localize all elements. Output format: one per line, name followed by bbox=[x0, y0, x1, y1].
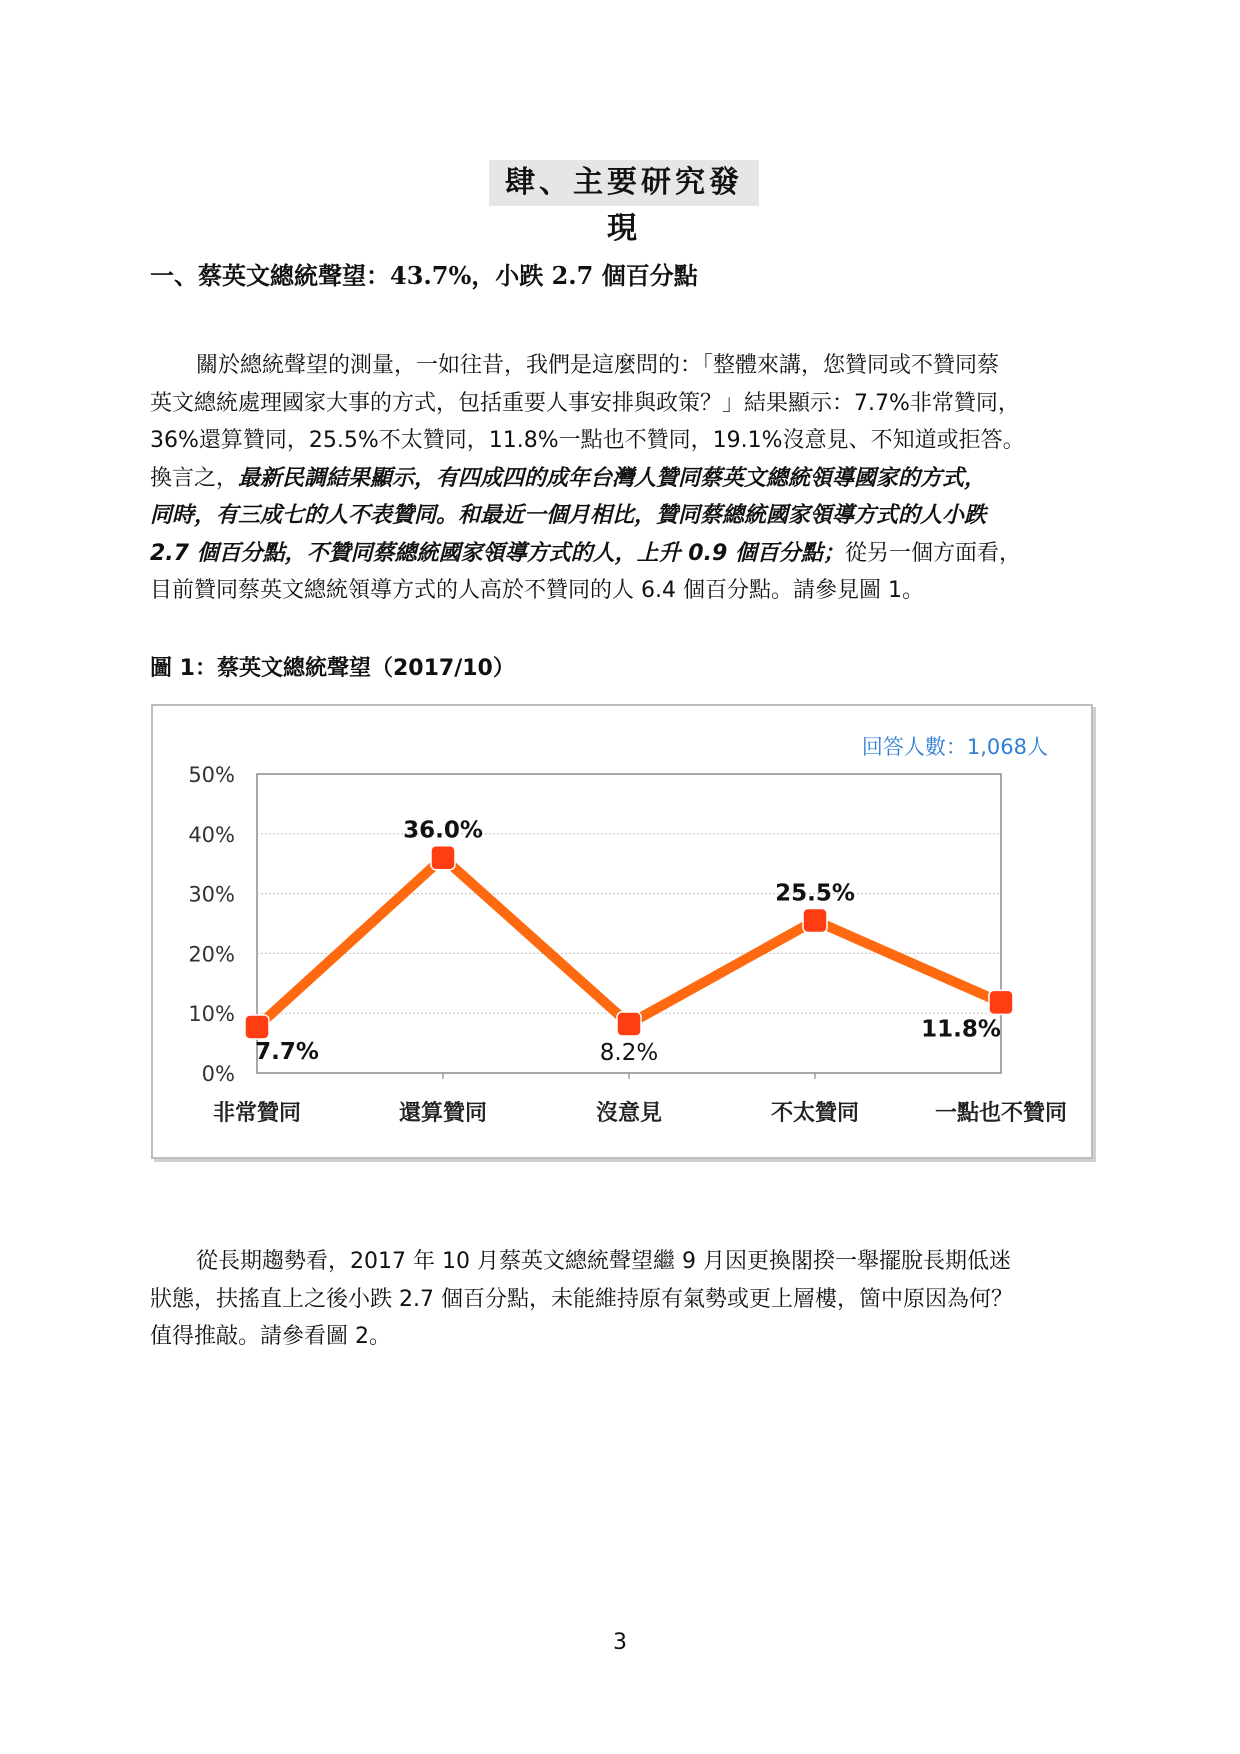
x-tick-label: 沒意見 bbox=[595, 1101, 663, 1126]
text-run: 從另一個方面看， bbox=[844, 540, 1021, 566]
y-tick-label: 30% bbox=[188, 882, 235, 907]
data-point bbox=[245, 1015, 269, 1039]
paragraph-line bbox=[150, 460, 1100, 498]
data-point bbox=[803, 909, 827, 933]
text-run: 目前贊同蔡英文總統領導方式的人高於不贊同的人 6.4 個百分點。請參見圖 1。 bbox=[150, 578, 924, 603]
emphasized-text-run: 同時，有三成七的人不表贊同。和最近一個月相比，贊同蔡總統國家領導方式的人小跌 bbox=[150, 503, 987, 528]
paragraph-line bbox=[150, 347, 1100, 385]
text-run: 從長期趨勢看，2017 年 10 月蔡英文總統聲望繼 9 月因更換閣揆一舉擺脫長期低迷 bbox=[196, 1249, 1011, 1274]
series-line bbox=[257, 858, 1001, 1027]
x-tick-label: 一點也不贊同 bbox=[934, 1101, 1068, 1126]
paragraph-line bbox=[150, 1318, 1100, 1356]
y-tick-label: 40% bbox=[188, 822, 235, 847]
paragraph-line bbox=[150, 572, 1100, 610]
respondent-count-annotation: 回答人數：1,068人 bbox=[861, 735, 1048, 759]
emphasized-text-run: 最新民調結果顯示，有四成四的成年台灣人贊同蔡英文總統領導國家的方式， bbox=[238, 465, 987, 491]
data-label: 11.8% bbox=[921, 1016, 1001, 1043]
figure-caption: 圖 1：蔡英文總統聲望（2017/10） bbox=[150, 656, 515, 681]
y-tick-label: 20% bbox=[188, 942, 235, 967]
page-number: 3 bbox=[613, 1630, 627, 1655]
text-run: 英文總統處理國家大事的方式，包括重要人事安排與政策？」結果顯示：7.7%非常贊同， bbox=[150, 390, 1020, 416]
x-tick-label: 非常贊同 bbox=[212, 1101, 302, 1126]
approval-line-chart bbox=[151, 704, 1093, 1159]
data-point bbox=[617, 1012, 641, 1036]
chart-canvas bbox=[153, 706, 1091, 1157]
paragraph-line bbox=[150, 422, 1100, 460]
paragraph-line bbox=[150, 1243, 1100, 1281]
x-tick-label: 不太贊同 bbox=[770, 1101, 860, 1126]
y-tick-label: 10% bbox=[188, 1002, 235, 1027]
data-point bbox=[989, 990, 1013, 1014]
data-label: 36.0% bbox=[403, 817, 483, 844]
page-title: 肆、主要研究發現 bbox=[489, 160, 759, 206]
paragraph-line bbox=[150, 385, 1100, 423]
paragraph-line bbox=[150, 497, 1100, 535]
paragraph-approval-results bbox=[150, 347, 1100, 610]
paragraph-long-term-trend bbox=[150, 1243, 1100, 1356]
y-tick-label: 0% bbox=[201, 1062, 235, 1086]
data-label: 25.5% bbox=[775, 880, 855, 907]
text-run: 36%還算贊同，25.5%不太贊同，11.8%一點也不贊同，19.1%沒意見、不知道或拒答。 bbox=[150, 428, 1025, 453]
paragraph-line bbox=[150, 535, 1100, 573]
text-run: 狀態，扶搖直上之後小跌 2.7 個百分點，未能維持原有氣勢或更上層樓，箇中原因為何？ bbox=[150, 1286, 1013, 1312]
data-label: 7.7% bbox=[255, 1038, 319, 1065]
text-run: 關於總統聲望的測量，一如往昔，我們是這麼問的：「整體來講，您贊同或不贊同蔡 bbox=[196, 353, 1000, 378]
text-run: 換言之， bbox=[150, 465, 239, 491]
section-heading: 一、蔡英文總統聲望：43.7%，小跌 2.7 個百分點 bbox=[150, 261, 698, 290]
data-label: 8.2% bbox=[599, 1039, 659, 1066]
paragraph-line bbox=[150, 1281, 1100, 1319]
data-point bbox=[431, 846, 455, 870]
emphasized-text-run: 2.7 個百分點，不贊同蔡總統國家領導方式的人，上升 0.9 個百分點； bbox=[150, 540, 845, 566]
y-tick-label: 50% bbox=[188, 763, 235, 787]
text-run: 值得推敲。請參看圖 2。 bbox=[150, 1324, 391, 1349]
x-tick-label: 還算贊同 bbox=[398, 1101, 488, 1126]
